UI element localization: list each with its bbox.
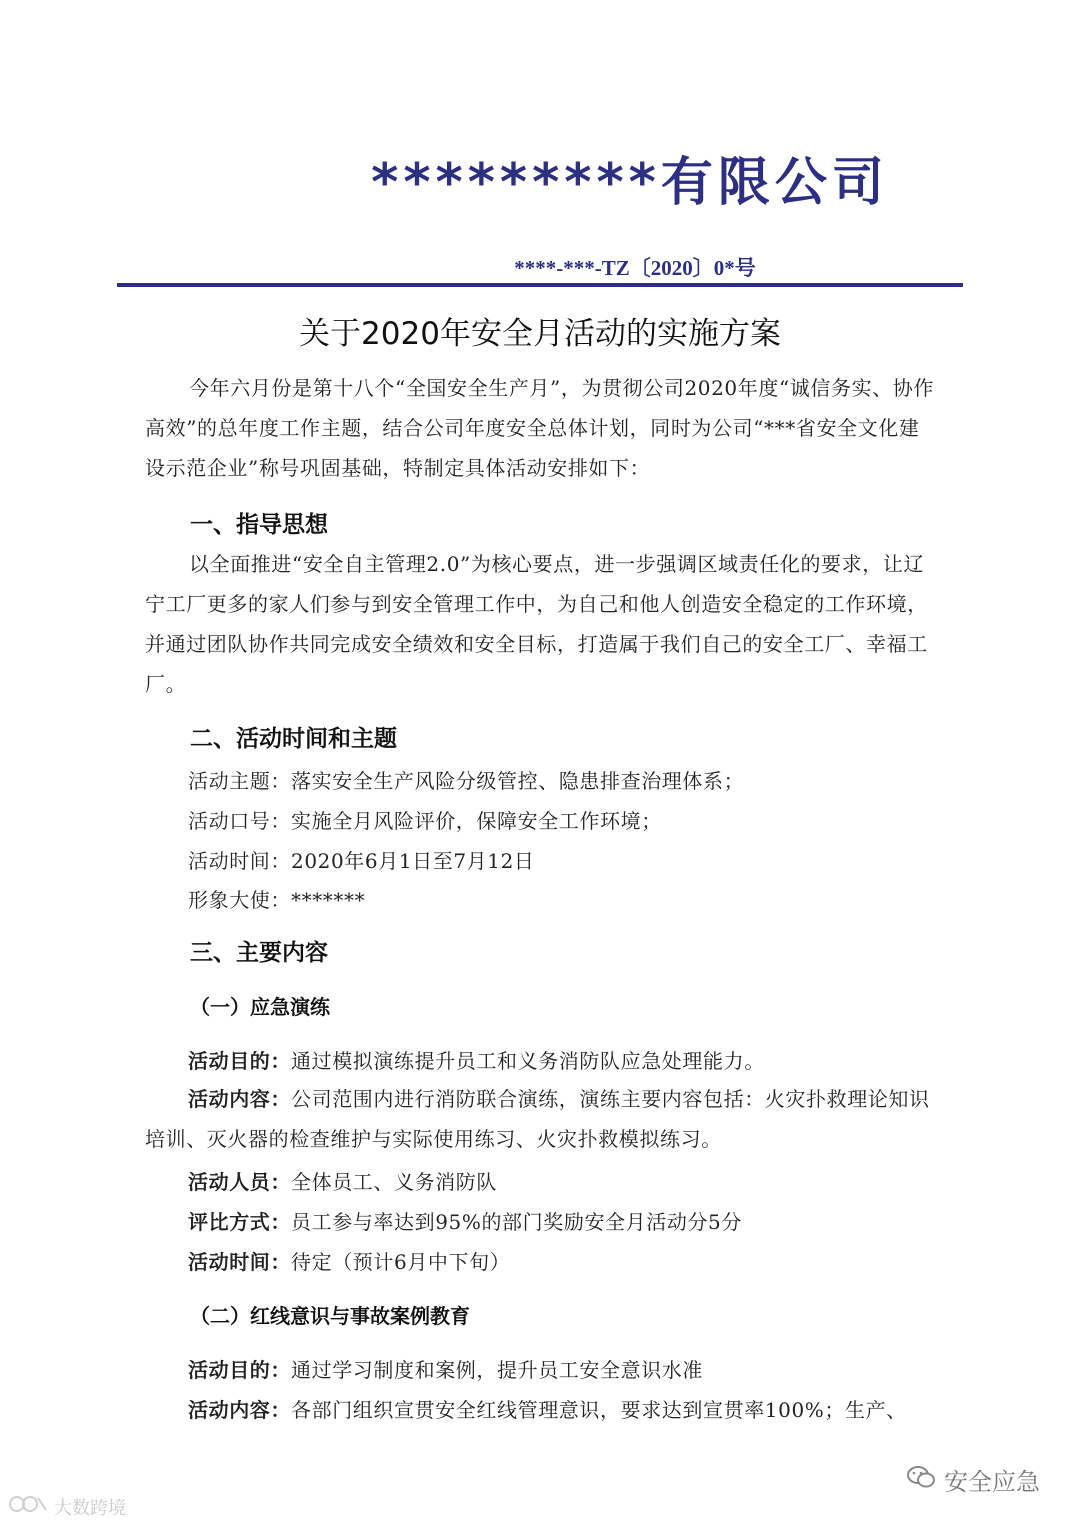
watermark-left [8,1492,126,1521]
sub1-eval-text: 员工参与率达到95%的部门奖励安全月活动分5分 [291,1210,742,1234]
wechat-icon [906,1464,936,1496]
section-1-heading: 一、指导思想 [190,512,328,538]
sub1-people-text: 全体员工、义务消防队 [291,1170,497,1194]
document-title: 关于2020年安全月活动的实施方案 [299,316,781,352]
watermark-logo-icon [8,1492,48,1521]
activity-slogan-line: 活动口号：实施全月风险评价，保障安全工作环境； [188,809,662,833]
sub1-people [188,1166,497,1195]
intro-paragraph: 今年六月份是第十八个“全国安全生产月”，为贯彻公司2020年度“诚信务实、协作高效”的总年度工作主题，结合公司年度安全总体计划，同时为公司“***省安全文化建设示范企业”称号巩固基础，特制定具体活动安排如下： [145,376,934,480]
sub1-content [145,1079,940,1159]
sub1-eval-label: 评比方式： [188,1210,291,1234]
sub1-content-label: 活动内容： [188,1087,291,1111]
sub2-goal-text: 通过学习制度和案例，提升员工安全意识水准 [291,1358,703,1382]
section-3-heading: 三、主要内容 [190,940,328,966]
section-2-heading: 二、活动时间和主题 [190,726,397,752]
sub1-content-text: 公司范围内进行消防联合演练，演练主要内容包括：火灾扑救理论知识培训、灭火器的检查维护与实际使用练习、火灾扑救模拟练习。 [145,1087,930,1151]
sub1-goal-text: 通过模拟演练提升员工和义务消防队应急处理能力。 [291,1049,765,1073]
sub2-content-label: 活动内容： [188,1398,291,1422]
sub1-evaluation [188,1206,742,1235]
activity-theme-line: 活动主题：落实安全生产风险分级管控、隐患排查治理体系； [188,769,745,793]
activity-time-line: 活动时间：2020年6月1日至7月12日 [188,849,535,873]
sub1-time [188,1246,510,1275]
ambassador-line: 形象大使：******* [188,888,366,912]
subsection-2-heading: （二）红线意识与事故案例教育 [190,1304,470,1328]
section-1-paragraph: 以全面推进“安全自主管理2.0”为核心要点，进一步强调区域责任化的要求，让辽宁工厂更多的家人们参与到安全管理工作中，为自己和他人创造安全稳定的工作环境，并通过团队协作共同完成安全绩效和安全目标，打造属于我们自己的安全工厂、幸福工厂。 [145,552,928,696]
sub1-time-label: 活动时间： [188,1250,291,1274]
sub2-content [188,1394,907,1423]
sub1-people-label: 活动人员： [188,1170,291,1194]
watermark-left-text: 大数跨境 [54,1497,126,1519]
sub2-content-text: 各部门组织宣贯安全红线管理意识，要求达到宣贯率100%；生产、 [291,1398,907,1422]
sub1-time-text: 待定（预计6月中下旬） [291,1250,511,1274]
document-number: ****-***-TZ〔2020〕0*号 [514,256,756,280]
sub2-goal [188,1354,703,1383]
company-name: *********有限公司 [371,153,889,213]
watermark-right-text: 安全应急 [944,1468,1040,1496]
subsection-1-heading: （一）应急演练 [190,995,330,1019]
sub2-goal-label: 活动目的： [188,1358,291,1382]
watermark-right [906,1462,1040,1497]
sub1-goal [188,1045,765,1074]
sub1-goal-label: 活动目的： [188,1049,291,1073]
header-divider [117,283,963,287]
